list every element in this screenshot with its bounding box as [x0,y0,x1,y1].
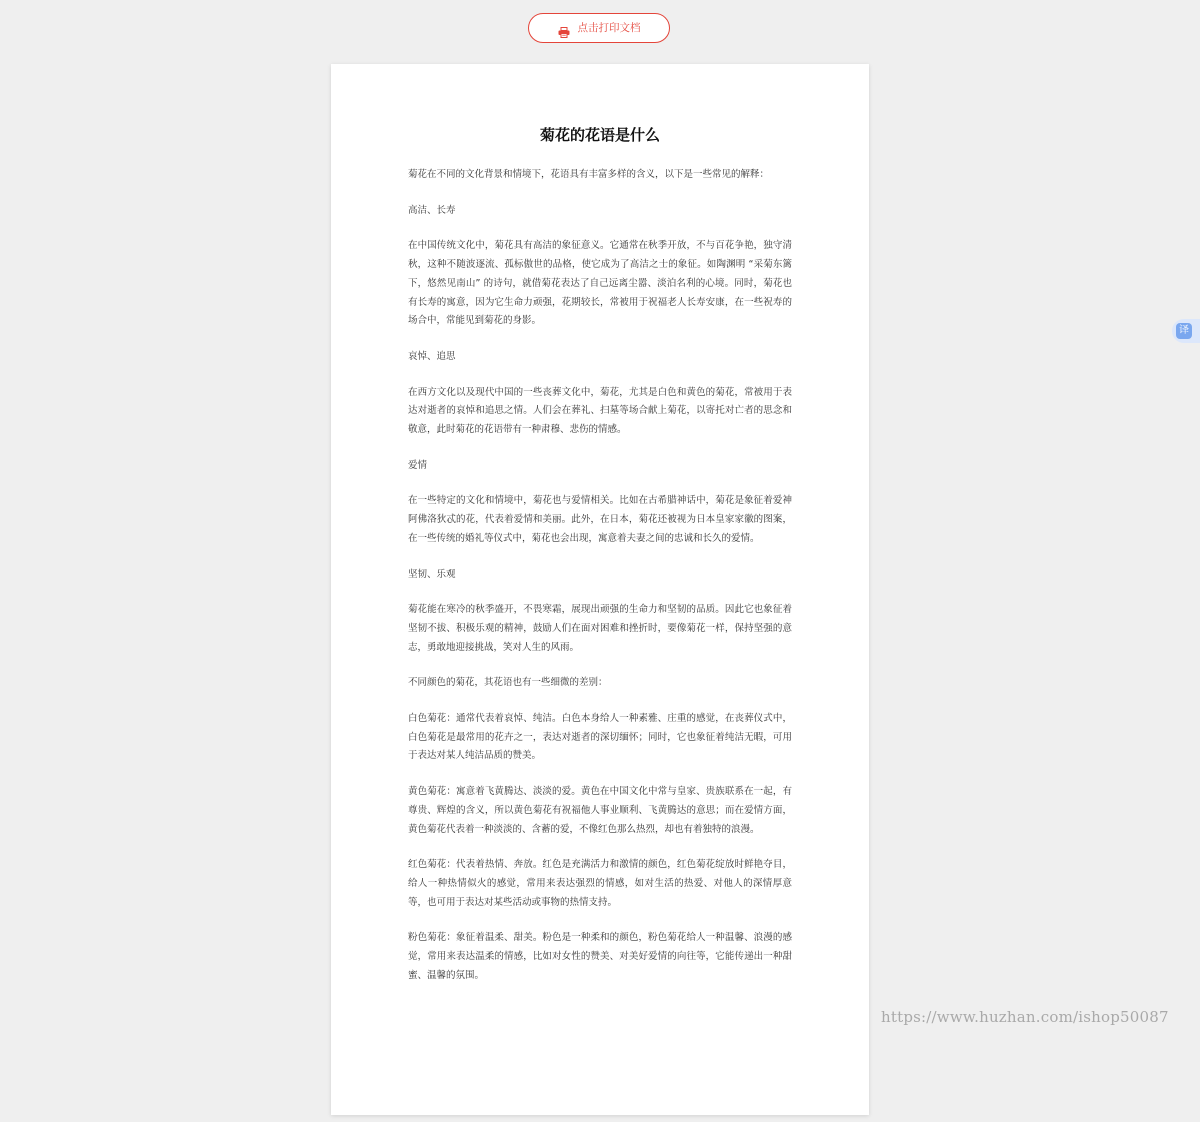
translate-button[interactable] [1172,319,1200,343]
translate-icon: 译 [1176,323,1192,339]
paragraph-pink: 粉色菊花：象征着温柔、甜美。粉色是一种柔和的颜色，粉色菊花给人一种温馨、浪漫的感觉，常用来表达温柔的情感，比如对女性的赞美、对美好爱情的向往等，它能传递出一种甜蜜、温馨的氛围。 [408,932,792,981]
paragraph-colors-intro: 不同颜色的菊花，其花语也有一些细微的差别： [408,677,608,689]
paragraph-love: 在一些特定的文化和情境中，菊花也与爱情相关。比如在古希腊神话中，菊花是象征着爱神阿佛洛狄忒的花，代表着爱情和美丽。此外，在日本，菊花还被视为日本皇家家徽的图案，在一些传统的婚礼等仪式中，菊花也会出现，寓意着夫妻之间的忠诚和长久的爱情。 [408,495,792,544]
paragraph-white: 白色菊花：通常代表着哀悼、纯洁。白色本身给人一种素雅、庄重的感觉，在丧葬仪式中，白色菊花是最常用的花卉之一，表达对逝者的深切缅怀；同时，它也象征着纯洁无暇，可用于表达对某人纯洁品质的赞美。 [408,713,792,762]
watermark-url: https://www.huzhan.com/ishop50087 [881,1008,1169,1026]
heading-noble-longevity: 高洁、长寿 [408,204,456,216]
paragraph-resilience: 菊花能在寒冷的秋季盛开，不畏寒霜，展现出顽强的生命力和坚韧的品质。因此它也象征着坚韧不拔、积极乐观的精神，鼓励人们在面对困难和挫折时，要像菊花一样，保持坚强的意志，勇敢地迎接挑战，笑对人生的风雨。 [408,604,792,653]
print-button-label: 点击打印文档 [577,21,641,34]
document-body [408,166,792,1003]
paragraph-mourning: 在西方文化以及现代中国的一些丧葬文化中，菊花，尤其是白色和黄色的菊花，常被用于表达对逝者的哀悼和追思之情。人们会在葬礼、扫墓等场合献上菊花，以寄托对亡者的思念和敬意，此时菊花的花语带有一种肃穆、悲伤的情感。 [408,386,792,436]
document-page [331,64,869,1115]
paragraph-intro: 菊花在不同的文化背景和情境下，花语具有丰富多样的含义，以下是一些常见的解释： [408,169,770,180]
paragraph-noble-longevity: 在中国传统文化中，菊花具有高洁的象征意义。它通常在秋季开放，不与百花争艳，独守清秋，这种不随波逐流、孤标傲世的品格，使它成为了高洁之士的象征。如陶渊明 “采菊东篱下，悠然见南山” 的诗句，就借菊花表达了自己远离尘嚣、淡泊名利的心境。同时，菊花也有长寿的寓意，因为它生命力顽强，花期较长，常被用于祝福老人长寿安康，在一些祝寿的场合中，常能见到菊花的身影。 [408,240,792,327]
paragraph-yellow: 黄色菊花：寓意着飞黄腾达、淡淡的爱。黄色在中国文化中常与皇家、贵族联系在一起，有尊贵、辉煌的含义，所以黄色菊花有祝福他人事业顺利、飞黄腾达的意思；而在爱情方面，黄色菊花代表着一种淡淡的、含蓄的爱，不像红色那么热烈，却也有着独特的浪漫。 [408,786,792,835]
heading-mourning: 哀悼、追思 [408,350,456,362]
paragraph-red: 红色菊花：代表着热情、奔放。红色是充满活力和激情的颜色，红色菊花绽放时鲜艳夺目，给人一种热情似火的感觉，常用来表达强烈的情感，如对生活的热爱、对他人的深情厚意等，也可用于表达对某些活动或事物的热情支持。 [408,859,792,908]
document-title: 菊花的花语是什么 [539,126,660,144]
heading-love: 爱情 [408,459,428,471]
heading-resilience: 坚韧、乐观 [408,568,456,580]
print-document-button[interactable] [528,13,670,43]
printer-icon [558,23,570,34]
